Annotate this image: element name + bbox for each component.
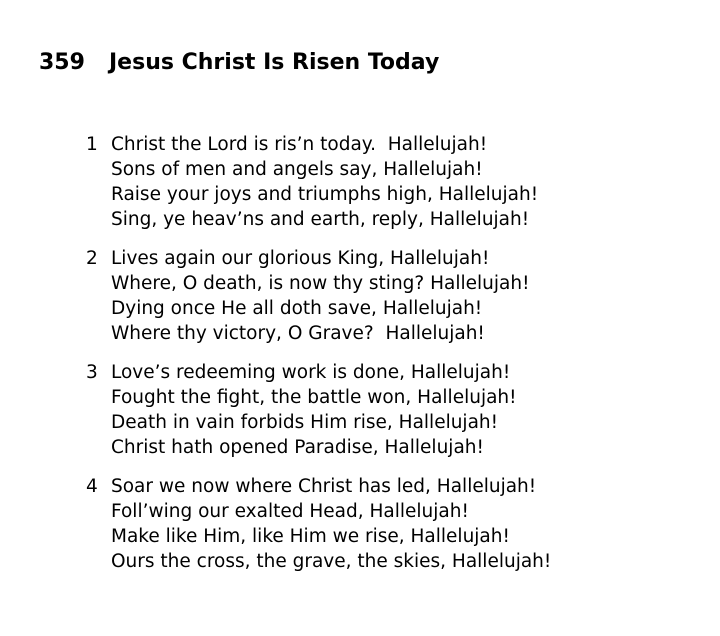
verse-line: Sing, ye heav’ns and earth, reply, Hallelujah!	[111, 209, 530, 230]
verse-1	[86, 132, 551, 232]
hymn-title: Jesus Christ Is Risen Today	[109, 50, 440, 75]
verse-lines	[111, 132, 551, 232]
verse-number: 4	[86, 476, 98, 497]
verse-line: Soar we now where Christ has led, Hallelujah!	[111, 476, 537, 497]
verse-line: Sons of men and angels say, Hallelujah!	[111, 159, 483, 180]
verse-lines	[111, 246, 551, 346]
hymn-header	[39, 47, 439, 79]
verse-lines	[111, 360, 551, 460]
verse-number: 2	[86, 248, 98, 269]
verse-line: Make like Him, like Him we rise, Hallelujah!	[111, 526, 510, 547]
verse-4	[86, 474, 551, 574]
verse-line: Foll’wing our exalted Head, Hallelujah!	[111, 501, 469, 522]
verse-3	[86, 360, 551, 460]
verse-line: Dying once He all doth save, Hallelujah!	[111, 298, 483, 319]
verse-line: Fought the fight, the battle won, Hallelujah!	[111, 387, 517, 408]
verse-2	[86, 246, 551, 346]
verse-line: Where thy victory, O Grave? Hallelujah!	[111, 323, 485, 344]
verse-line: Christ the Lord is ris’n today. Hallelujah!	[111, 134, 488, 155]
verse-number: 3	[86, 362, 98, 383]
verse-line: Love’s redeeming work is done, Hallelujah!	[111, 362, 511, 383]
verse-line: Raise your joys and triumphs high, Hallelujah!	[111, 184, 539, 205]
verse-line: Ours the cross, the grave, the skies, Hallelujah!	[111, 551, 552, 572]
verse-number: 1	[86, 134, 98, 155]
verse-line: Christ hath opened Paradise, Hallelujah!	[111, 437, 484, 458]
hymn-number: 359	[39, 50, 85, 75]
verse-line: Lives again our glorious King, Hallelujah!	[111, 248, 490, 269]
verses-list	[86, 132, 551, 588]
verse-line: Death in vain forbids Him rise, Hallelujah!	[111, 412, 499, 433]
verse-lines	[111, 474, 551, 574]
verse-line: Where, O death, is now thy sting? Hallelujah!	[111, 273, 530, 294]
